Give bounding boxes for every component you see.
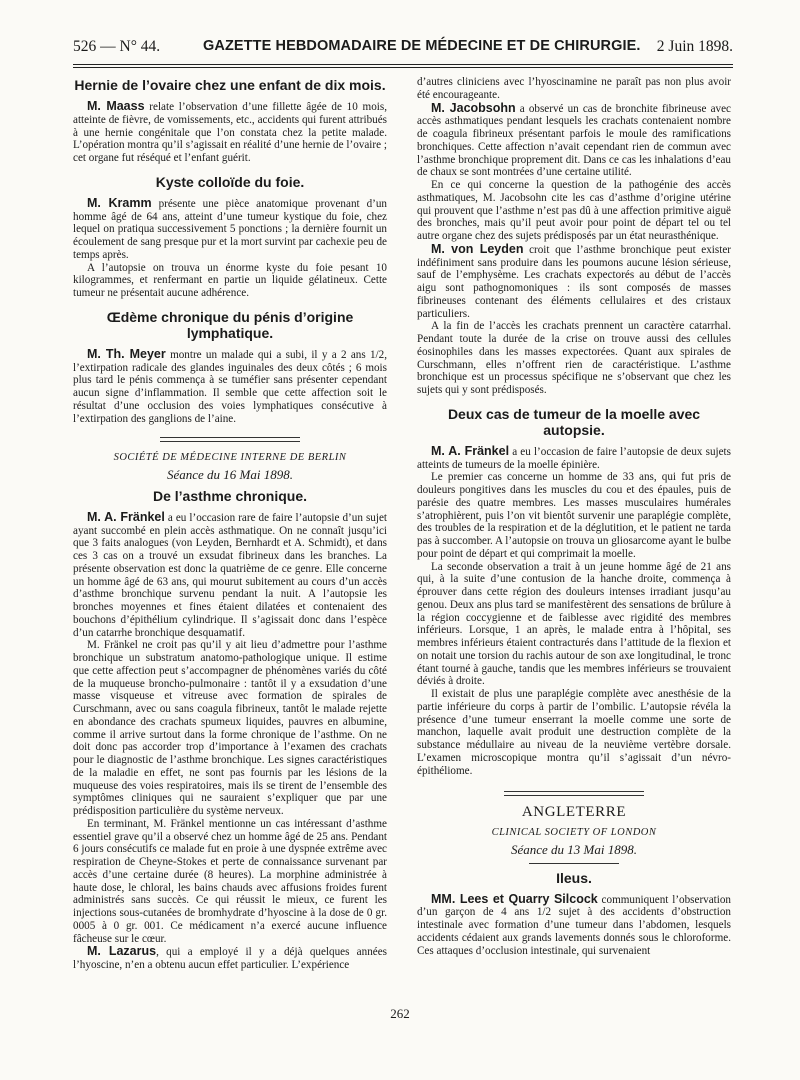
session-date: Séance du 13 Mai 1898. bbox=[510, 841, 637, 857]
paragraph: A la fin de l’accès les crachats prennent un caractère catarrhal. Pendant toute la durée de la crise on trouve aussi des cellules éosinophiles dans les masses expectorées. Quant aux spirales de Curschmann, elles n’offrent rien de caractéristique. L’asthme bronchique est un processus spécifique ne s’observant que chez les sujets qui y sont prédisposés. bbox=[417, 320, 731, 396]
section-title-oedeme: Œdème chronique du pénis d’origine lymphatique. bbox=[106, 308, 354, 341]
paragraph-text: relate l’observation d’une fillette âgée de 10 mois, atteinte de fièvre, de vomissements, etc., accidents qui furent attribués à une hernie congénitale que l’on constata chez la petite malade. L’opération montra qu’il s’agissait en réalité d’une hernie de l’ovaire ; cet organe fut réséqué et l’enfant guérit. bbox=[73, 101, 387, 164]
paragraph bbox=[73, 511, 387, 640]
page-ref: 526 — N° 44. bbox=[73, 38, 161, 55]
paragraph: A l’autopsie on trouva un énorme kyste du foie pesant 10 kilogrammes, et renfermant en partie un liquide gélatineux. Cette tumeur ne présentait aucune adhérence. bbox=[73, 261, 387, 299]
paragraph bbox=[417, 243, 731, 321]
author-name: M. A. Fränkel bbox=[87, 509, 165, 524]
journal-title: GAZETTE HEBDOMADAIRE DE MÉDECINE ET DE CHIRURGIE. bbox=[203, 38, 641, 54]
society-name: CLINICAL SOCIETY OF LONDON bbox=[491, 827, 657, 838]
paragraph-text: croit que l’asthme bronchique peut exister indéfiniment sans produire dans les poumons aucune lésion sérieuse, sauf de l’emphysème. Les crachats expectorés au début de l’accès aigu sont pathognomoniques : ils sont composés de masses fibrineuses contenant des éléments cellulaires et des cristaux particuliers. bbox=[417, 243, 731, 320]
author-name: M. A. Fränkel bbox=[431, 443, 510, 458]
header-rule-double bbox=[73, 67, 733, 68]
paragraph bbox=[73, 348, 387, 426]
paragraph bbox=[417, 102, 731, 180]
paragraph bbox=[73, 197, 387, 262]
running-header bbox=[73, 38, 733, 60]
issue-date: 2 Juin 1898. bbox=[656, 38, 733, 55]
paragraph-text: , qui a employé il y a déjà quelques années l’hyoscine, n’en a obtenu aucun effet particulier. L’expérience bbox=[73, 946, 387, 971]
author-name: M. Kramm bbox=[87, 195, 152, 210]
paragraph: d’autres cliniciens avec l’hyoscinamine ne paraît pas non plus avoir été encourageante. bbox=[417, 76, 731, 101]
paragraph: La seconde observation a trait à un jeune homme âgé de 21 ans qui, à la suite d’une contusion de la hanche droite, commença à éprouver dans cette région des douleurs intenses irradiant jusqu’au genou. Deux ans plus tard se manifestèrent des sensations de brûlure à la région coccygienne et de faiblesse avec rigidité des membres inférieurs. Lorsque, 1 an après, le malade entra à l’hôpital, ses membres inférieurs étaient contracturés dans l’attitude de la flexion et on notait une torsion du rachis autour de son axe longitudinal, le tronc étant tourné à gauche, tandis que les membres inférieurs se trouvaient déviés à droite. bbox=[417, 560, 731, 688]
author-name: M. Jacobsohn bbox=[431, 100, 516, 115]
right-column bbox=[417, 76, 731, 957]
paragraph: Il existait de plus une paraplégie complète avec anesthésie de la partie inférieure du corps à partir de l’ombilic. L’autopsie révéla la présence d’une tumeur enserrant la moelle comme une sorte de manchon, laquelle avait produit une destruction complète de la substance médullaire au niveau de la neuvième vertèbre dorsale. L’examen microscopique montra qu’il s’agissait d’un névro-épithéliome. bbox=[417, 688, 731, 777]
short-separator bbox=[529, 863, 619, 864]
paragraph-text: montre un malade qui a subi, il y a 2 ans 1/2, l’extirpation radicale des glandes inguinales des deux côtés ; 6 mois plus tard le pénis commença à se tuméfier sans présenter cependant aucun signe d’inflammation. Il semble que cette affection soit le résultat d’une occlusion des voies lymphatiques consécutive à l’extirpation des ganglions de l’aine. bbox=[73, 348, 388, 425]
paragraph-text: a eu l’occasion rare de faire l’autopsie d’un sujet ayant succombé en plein accès asthmatique. On ne connaît jusqu’ici que 3 faits analogues (von Leyden, Bernhardt et A. Schmidt), et dans ces 3 cas on a trouvé un exsudat fibrineux dans les branches. La présente observation est donc la quatrième de ce genre. Elle concerne un homme âgé de 63 ans, qui mourut subitement au cours d’un accès d’asthme bronchique survenu pendant la nuit. A l’autopsie les bronches moyennes et fines étaient dilatées et contenaient des bouchons d’épithélium cylindrique. Il s’agissait donc dans l’espèce d’un catarrhe bronchique desquamatif. bbox=[73, 511, 387, 639]
paragraph bbox=[417, 893, 731, 958]
session-date: Séance du 16 Mai 1898. bbox=[166, 467, 293, 482]
paragraph: En ce qui concerne la question de la pathogénie des accès asthmatiques, M. Jacobsohn cite les cas d’asthme d’origine utérine qui prouvent que l’asthme n’est pas dû à une affection primitive aiguë des bronches, mais qu’il peut avoir pour point de départ tel ou tel autre organe chez des sujets prédisposés par un état neurasthénique. bbox=[417, 179, 731, 242]
page-number: 262 bbox=[390, 1006, 410, 1021]
author-name: M. Th. Meyer bbox=[87, 346, 166, 361]
section-separator bbox=[160, 437, 300, 442]
left-column bbox=[73, 74, 387, 972]
paragraph-text: a observé un cas de bronchite fibrineuse avec accès asthmatiques pendant lesquels les crachats contenaient nombre de coagula fibrineux présentant parfois le moule des ramifications bronchiques. Cette affection n’avait cependant rien de commun avec l’asthme bronchique proprement dit. Dans ce cas les inhalations d’eau de chaux se sont montrées d’une certaine utilité. bbox=[417, 102, 732, 179]
header-rule bbox=[73, 64, 733, 65]
paragraph-text: a eu l’occasion de faire l’autopsie de deux sujets atteints de tumeurs de la moelle épinière. bbox=[417, 445, 731, 471]
paragraph: Le premier cas concerne un homme de 33 ans, qui fut pris de douleurs pongitives dans les muscles du cou et des épaules, puis de parésie des quatre membres. Les masses musculaires humérales s’atrophièrent, puis l’on vit bientôt survenir une paraplégie complète, des troubles de la respiration et de la déglutition, et le patient ne tarda pas à succomber. A l’autopsie on trouva un gliosarcome ayant le bulbe pour point de départ et qui comprimait la moelle. bbox=[417, 471, 731, 560]
paragraph bbox=[73, 100, 387, 165]
paragraph: M. Fränkel ne croit pas qu’il y ait lieu d’admettre pour l’asthme bronchique un substratum anatomo-pathologique unique. Il estime que cette affection peut s’accompagner de phénomènes variés du côté de la muqueuse broncho-pulmonaire : tantôt il y a exsudation d’une masse visqueuse et vitreuse avec formation de spirales de Curschmann, avec ou sans coagula fibrineux, tantôt le malade rejette en abondance des crachats spumeux liquides, pauvres en albumine, comme il arrive surtout dans la forme chronique de l’asthme. On ne doit donc pas accorder trop d’importance à l’examen des crachats pour le diagnostic de l’asthme bronchique. Les signes caractéristiques de la maladie en effet, ne sont pas fournis par les lésions de la muqueuse des voies respiratoires, mais ils se tirent de l’ensemble des symptômes cliniques qui ne sauraient s’expliquer que par une prédisposition particulière du système nerveux. bbox=[73, 639, 387, 817]
section-title-tumeur: Deux cas de tumeur de la moelle avec autopsie. bbox=[447, 405, 701, 438]
section-title-ileus: Ileus. bbox=[556, 869, 592, 886]
author-name: M. von Leyden bbox=[431, 241, 524, 256]
society-name: SOCIÉTÉ DE MÉDECINE INTERNE DE BERLIN bbox=[113, 452, 347, 464]
author-name: M. Lazarus bbox=[87, 944, 157, 959]
paragraph-text: présente une pièce anatomique provenant d’un homme âgé de 64 ans, atteint d’une tumeur kystique du foie, chez lequel on pratiqua successivement 5 ponctions ; la dernière fournit un écoulement de sang presque pur et la mort survint par cachexie peu de temps après. bbox=[73, 197, 387, 261]
section-title-asthme: De l’asthme chronique. bbox=[152, 487, 308, 504]
country-heading: ANGLETERRE bbox=[521, 804, 627, 821]
section-title-hernie: Hernie de l’ovaire chez une enfant de dix mois. bbox=[74, 77, 386, 93]
author-name: M. Maass bbox=[87, 99, 145, 113]
section-title-kyste: Kyste colloïde du foie. bbox=[155, 173, 305, 190]
author-name: MM. Lees et Quarry Silcock bbox=[431, 891, 598, 906]
section-separator bbox=[504, 791, 644, 796]
paragraph: En terminant, M. Fränkel mentionne un cas intéressant d’asthme essentiel grave qu’il a observé chez un homme âgé de 25 ans. Pendant 6 jours consécutifs ce malade fut en proie à une dyspnée extrême avec respiration de Cheyne-Stokes et perte de connaissance survenant par accès d’une certaine durée (8 heures). La morphine administrée à haute dose, le chloral, les bains chauds avec affusions froides furent administrés sans succès. Ce qui réussit le mieux, ce furent les injections sous-cutanées de bromhydrate d’hyoscine à la dose de 0 gr. 0005 à 0 gr. 001. Ce médicament n’a exercé aucune influence fâcheuse sur le cœur. bbox=[73, 817, 387, 945]
paragraph bbox=[73, 945, 387, 972]
paragraph bbox=[417, 445, 731, 472]
paragraph-text: communiquent l’observation d’un garçon de 4 ans 1/2 sujet à des accidents d’obstruction intestinale avec formation d’une tumeur dans l’abdomen, lesquels accidents cédaient aux grands lavements donnés sous le chloroforme. Ces attaques d’occlusion intestinale, qui survenaient bbox=[417, 893, 732, 957]
